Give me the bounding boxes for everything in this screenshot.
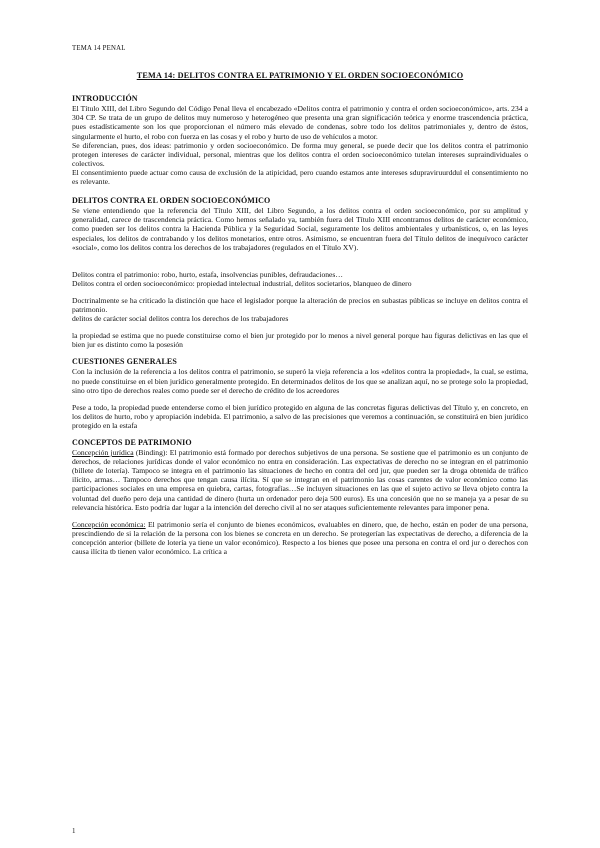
section-heading-conceptos-patrimonio: CONCEPTOS DE PATRIMONIO bbox=[72, 438, 192, 447]
paragraph: Con la inclusión de la referencia a los delitos contra el patrimonio, se superó la vieja referencia a los «delitos contra la propiedad», la cual, se estima, no puede constituirse en el bien jurídico generalmente protegido. En determinados delitos de los que se analizan aquí, no se protege solo la propiedad, sino otro tipo de derechos reales como puede ser el derecho de crédito de los acreedores bbox=[72, 367, 528, 395]
paragraph: Pese a todo, la propiedad puede entenderse como el bien jurídico protegido en alguna de las concretas figuras delictivas del Título y, en concreto, en los delitos de hurto, robo y apropiación indebida. El patrimonio, a salvo de las precisiones que veremos a continuación, se constituirá en bien jurídico protegido en la estafa bbox=[72, 402, 528, 430]
list-item: Delitos contra el orden socioeconómico: propiedad intelectual industrial, delitos societarios, blanqueo de dinero bbox=[72, 278, 412, 288]
paragraph: El Título XIII, del Libro Segundo del Código Penal lleva el encabezado «Delitos contra el patrimonio y contra el orden socioeconómico», arts. 234 a 304 CP. Se trata de un grupo de delitos muy numeroso y heterogéneo que presenta una gran significación teórica y enorme trascendencia práctica, pues estadísticamente son los que proporcionan el número más elevado de condenas, sobre todo los delitos patrimoniales y, dentro de éstos, singularmente el hurto, el robo con fuerza en las cosas y el robo y hurto de uso de vehículos a motor. bbox=[72, 104, 528, 141]
paragraph: El consentimiento puede actuar como causa de exclusión de la atipicidad, pero cuando estamos ante intereses sdupraviruurddul el consentimiento no es relevante. bbox=[72, 167, 528, 187]
list-item: Delitos contra el patrimonio: robo, hurto, estafa, insolvencias punibles, defraudaciones… bbox=[72, 269, 343, 279]
paragraph: la propiedad se estima que no puede constituirse como el bien jur protegido por lo menos a nivel general porque hau figuras delictivas en las que el bien jur es distinto como la posesión bbox=[72, 331, 528, 350]
paragraph bbox=[72, 520, 528, 556]
paragraph: Se viene entendiendo que la referencia del Título XIII, del Libro Segundo, a los delitos contra el orden socioeconómico, por su amplitud y generalidad, carece de trascendencia práctica. Como hemos señalado ya, también fuera del Título XIII encontramos delitos de carácter económico, como pueden ser los delitos contra la Hacienda Pública y la Seguridad Social, seguramente los delitos ambientales y urbanísticos, o, en las leyes especiales, los delitos de contrabando y los delitos monetarios, entre otros. Asimismo, se encuentran fuera del Título delitos de inequívoco carácter «social», como los delitos contra los derechos de los trabajadores (regulados en el Título XV). bbox=[72, 206, 528, 252]
document-title: TEMA 14: DELITOS CONTRA EL PATRIMONIO Y EL ORDEN SOCIOECONÓMICO bbox=[136, 71, 464, 81]
concepcion-juridica-label: Concepción jurídica bbox=[72, 448, 134, 458]
paragraph: delitos de carácter social delitos contra los derechos de los trabajadores bbox=[72, 314, 289, 324]
section-heading-orden-socioeconomico: DELITOS CONTRA EL ORDEN SOCIOECONÓMICO bbox=[72, 196, 271, 206]
paragraph bbox=[72, 448, 528, 512]
page-number: 1 bbox=[72, 827, 76, 835]
concepcion-juridica-text: (Binding): El patrimonio está formado por derechos subjetivos de una persona. Se sostiene que el patrimonio es un conjunto de derechos, de relaciones jurídicas donde el valor económico no entra en consideración. Las expectativas de derecho no se integran en el patrimonio (billete de lotería). Tampoco se integra en el patrimonio las situaciones de hecho en contra del ord jur, que pueden ser la droga obtenida de tráfico ilícito, armas… Tampoco derechos que tengan causa ilícita. Sí que se integran en el patrimonio las cosas carentes de valor económico como las participaciones sociales en una empresa en quiebra, cartas, fotografías…Se incluyen situaciones en las que el sujeto activo se lleva objeto contra la voluntad del dueño pero deja una cantidad de dinero (hurta un ordenador pero deja 500 euros). Es una concesión que no se maneja ya a pesar de su relevancia histórica. Esto podría dar lugar a la intención del derecho civil al no ser ataques suficientemente relevantes para imponer pena. bbox=[72, 448, 528, 512]
section-heading-introduccion: INTRODUCCIÓN bbox=[72, 94, 138, 104]
concepcion-economica-label: Concepción económica: bbox=[72, 519, 146, 529]
running-header: TEMA 14 PENAL bbox=[72, 45, 126, 52]
paragraph: Se diferencian, pues, dos ideas: patrimonio y orden socioeconómico. De forma muy general, se puede decir que los delitos contra el patrimonio protegen intereses de carácter individual, personal, mientras que los delitos contra el orden socioeconómico tutelan intereses supraindividuales o colectivos. bbox=[72, 140, 528, 168]
paragraph: Doctrinalmente se ha criticado la distinción que hace el legislador porque la alteración de precios en subastas públicas se incluye en delitos contra el patrimonio. bbox=[72, 295, 528, 314]
section-heading-cuestiones-generales: CUESTIONES GENERALES bbox=[72, 357, 177, 367]
concepcion-economica-text: El patrimonio sería el conjunto de bienes económicos, evaluables en dinero, que, de hecho, están en poder de una persona, prescindiendo de si la relación de la persona con los bienes se concreta en un derecho. Se protegerían las expectativas de derecho, a diferencia de la concepción anterior (billete de lotería ya tiene un valor económico). Respecto a los bienes que posee una persona en contra el ord jur o derechos con causa ilícita tb tienen valor económico. La crítica a bbox=[72, 519, 528, 557]
